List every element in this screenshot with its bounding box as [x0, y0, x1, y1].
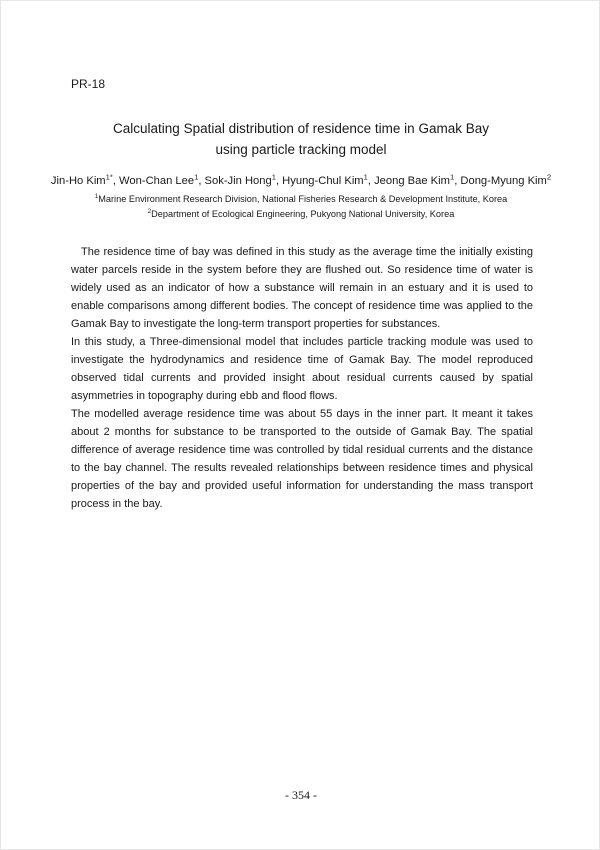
- affiliation-mark: 1: [94, 192, 99, 200]
- author: [374, 172, 461, 187]
- abstract-paragraph: In this study, a Three-dimensional model that includes particle tracking module was used to investigate the hydrodynamics and residence time of Gamak Bay. The model reproduced observed tidal currents and provided insight about residual currents caused by spatial asymmetries in topography during ebb and flood flows.: [71, 336, 533, 402]
- paper-code: PR-18: [71, 77, 106, 91]
- author-separator: ,: [367, 175, 375, 187]
- author-name: Jeong Bae Kim: [374, 175, 450, 187]
- paper-title: [1, 118, 600, 160]
- author-name: Jin-Ho Kim: [50, 175, 106, 187]
- abstract-paragraph: The modelled average residence time was about 55 days in the inner part. It meant it takes about 2 months for substance to be transported to the outside of Gamak Bay. The spatial difference of average residence time was controlled by tidal residual currents and the distance to the bay channel. The results revealed relationships between residence times and physical properties of the bay and provided useful information for understanding the mass transport process in the bay.: [71, 408, 533, 510]
- author-separator: ,: [112, 175, 120, 187]
- author-name: Sok-Jin Hong: [204, 175, 272, 187]
- paper-title-line-1: Calculating Spatial distribution of residence time in Gamak Bay: [113, 121, 489, 136]
- affiliation-mark: 2: [147, 207, 152, 215]
- author-name: Dong-Myung Kim: [460, 175, 547, 187]
- author-affiliation-mark: 1: [449, 172, 455, 182]
- author-name: Won-Chan Lee: [119, 175, 195, 187]
- author-list: [1, 174, 600, 189]
- page-number: - 354 -: [285, 788, 317, 802]
- author-affiliation-mark: 1: [363, 172, 368, 182]
- author: [460, 172, 552, 187]
- affiliation-text: Marine Environment Research Division, National Fisheries Research & Development Institute, Korea: [98, 194, 508, 204]
- abstract-body: [71, 243, 533, 513]
- paper-title-line-2: using particle tracking model: [215, 142, 387, 157]
- author-affiliation-mark: 1*: [105, 172, 113, 182]
- affiliation: [1, 192, 600, 207]
- author: [204, 172, 283, 187]
- abstract-paragraph: The residence time of bay was defined in this study as the average time the initially existing water parcels reside in the system before they are flushed out. So residence time of water is widely used as an indicator of how a substance will remain in an estuary and it is used to enable comparisons among different bodies. The concept of residence time was applied to the Gamak Bay to investigate the long-term transport properties for substances.: [71, 246, 533, 330]
- author-affiliation-mark: 1: [271, 172, 276, 182]
- author-separator: ,: [454, 175, 461, 187]
- author-separator: ,: [198, 175, 205, 187]
- affiliation: [1, 207, 600, 222]
- author-affiliation-mark: 2: [546, 172, 552, 182]
- author-name: Hyung-Chul Kim: [282, 175, 364, 187]
- author-separator: ,: [275, 175, 283, 187]
- author: [50, 172, 120, 187]
- affiliation-list: [1, 192, 600, 221]
- author: [282, 172, 375, 187]
- affiliation-text: Department of Ecological Engineering, Pukyong National University, Korea: [151, 208, 455, 219]
- author: [119, 172, 205, 187]
- author-affiliation-mark: 1: [194, 172, 199, 182]
